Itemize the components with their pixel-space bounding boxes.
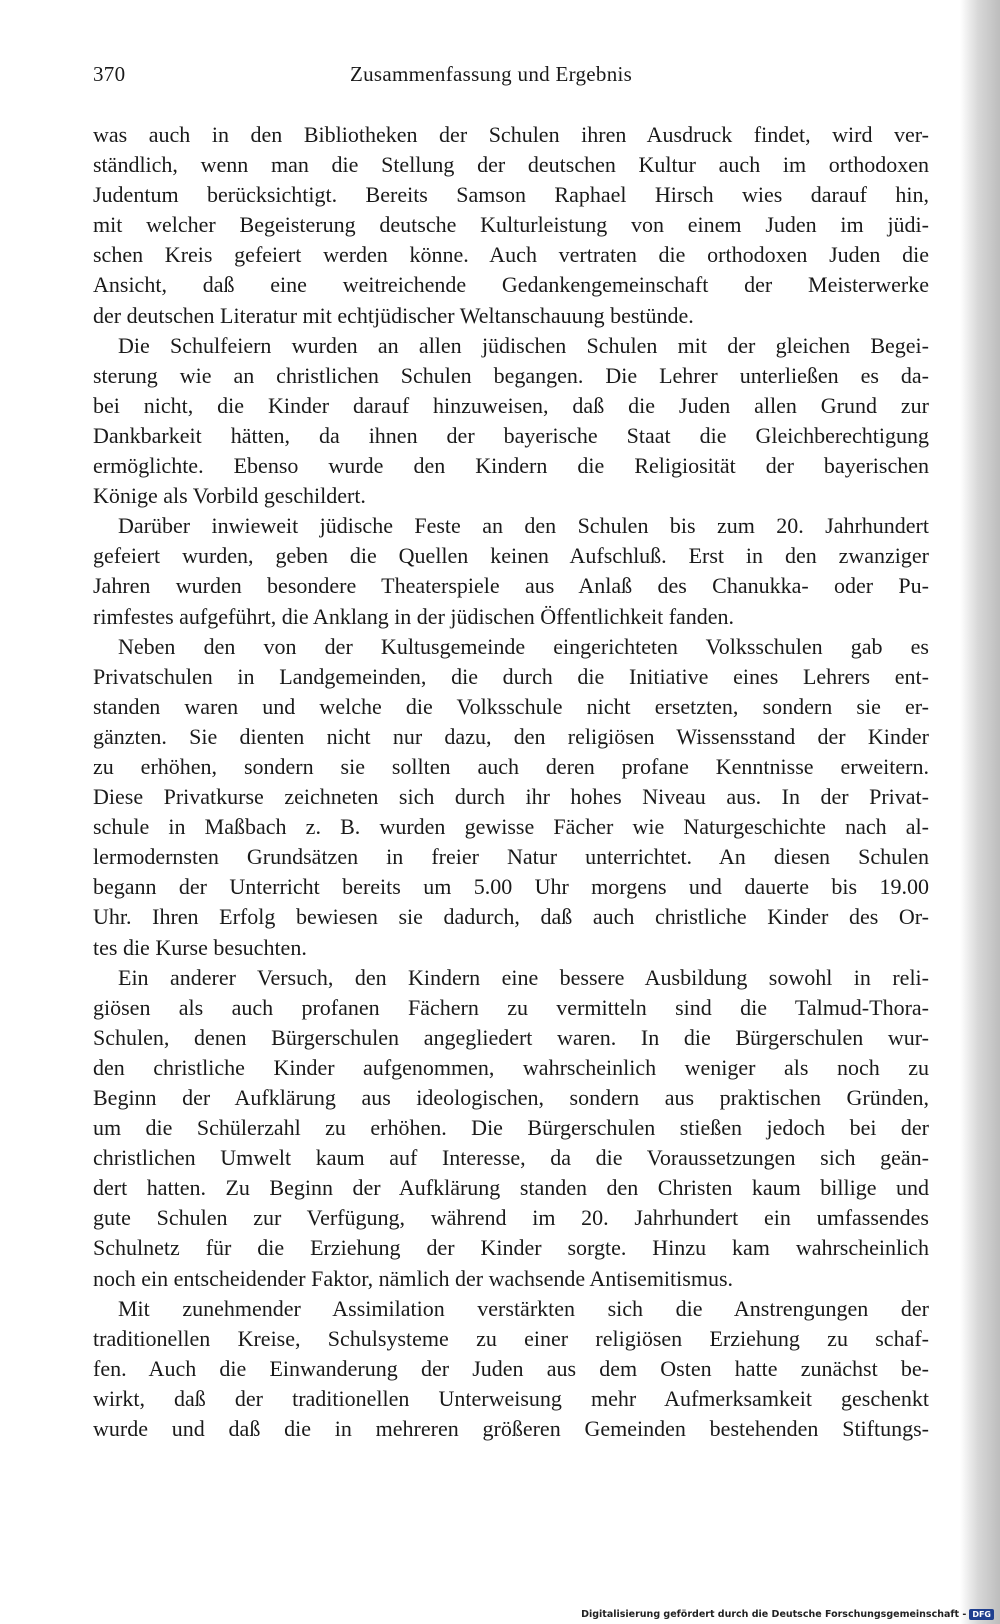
paragraph [93,1294,929,1444]
text-line: sterung wie an christlichen Schulen begangen. Die Lehrer unterließen es da- [93,362,929,388]
text-line: gänzten. Sie dienten nicht nur dazu, den religiösen Wissensstand der Kinder [93,723,929,749]
credit-text: Digitalisierung gefördert durch die Deutsche Forschungsgemeinschaft - [581,1609,967,1620]
paragraph [93,331,929,512]
text-line: gute Schulen zur Verfügung, während im 20. Jahrhundert ein umfassendes [93,1205,929,1231]
text-line: Ansicht, daß eine weitreichende Gedankengemeinschaft der Meisterwerke [93,272,929,298]
text-line: lermodernsten Grundsätzen in freier Natur unterrichtet. An diesen Schulen [93,844,929,870]
running-title: Zusammenfassung und Ergebnis [350,62,633,86]
text-line: Diese Privatkurse zeichneten sich durch ihr hohes Niveau aus. In der Privat- [93,784,929,810]
text-line: Mit zunehmender Assimilation verstärkten sich die Anstrengungen der [118,1295,929,1321]
text-line: der deutschen Literatur mit echtjüdischer Weltanschauung bestünde. [93,302,694,328]
text-line: wurde und daß die in mehreren größeren Gemeinden bestehenden Stiftungs- [93,1416,929,1442]
text-line: Beginn der Aufklärung aus ideologischen, sondern aus praktischen Gründen, [93,1085,929,1110]
text-line: standen waren und welche die Volksschule nicht ersetzten, sondern sie er- [93,693,929,719]
text-line: noch ein entscheidender Faktor, nämlich der wachsende Antisemitismus. [93,1265,734,1291]
text-line: Neben den von der Kultusgemeinde eingerichteten Volksschulen gab es [118,633,929,659]
text-line: ständlich, wenn man die Stellung der deutschen Kultur auch im orthodoxen [93,152,929,178]
text-line: gefeiert wurden, geben die Quellen keinen Aufschluß. Erst in den zwanziger [93,543,929,569]
page-header [93,62,873,92]
text-line: tes die Kurse besuchten. [93,934,307,960]
paragraph [93,511,929,631]
text-line: Darüber inwieweit jüdische Feste an den Schulen bis zum 20. Jahrhundert [118,513,929,539]
body-text [93,120,929,1444]
text-line: wirkt, daß der traditionellen Unterweisung mehr Aufmerksamkeit geschenkt [93,1385,929,1411]
text-line: Uhr. Ihren Erfolg bewiesen sie dadurch, daß auch christliche Kinder des Or- [93,904,929,930]
text-line: Könige als Vorbild geschildert. [93,483,366,509]
page-number: 370 [93,62,126,86]
text-line: Jahren wurden besondere Theaterspiele aus Anlaß des Chanukka- oder Pu- [93,573,929,599]
text-line: begann der Unterricht bereits um 5.00 Uhr morgens und dauerte bis 19.00 [93,874,929,900]
text-line: dert hatten. Zu Beginn der Aufklärung standen den Christen kaum billige und [93,1175,929,1201]
text-line: Privatschulen in Landgemeinden, die durch die Initiative eines Lehrers ent- [93,663,929,689]
text-line: Dankbarkeit hätten, da ihnen der bayerische Staat die Gleichberechtigung [93,422,929,448]
text-line: Die Schulfeiern wurden an allen jüdischen Schulen mit der gleichen Begei- [118,332,929,358]
text-line: schule in Maßbach z. B. wurden gewisse Fächer wie Naturgeschichte nach al- [93,814,929,840]
text-line: Ein anderer Versuch, den Kindern eine bessere Ausbildung sowohl in reli- [118,964,929,990]
text-line: zu erhöhen, sondern sie sollten auch deren profane Kenntnisse erweitern. [93,753,929,779]
text-line: was auch in den Bibliotheken der Schulen ihren Ausdruck findet, wird ver- [93,122,929,147]
text-line: christlichen Umwelt kaum auf Interesse, da die Voraussetzungen sich geän- [93,1145,929,1171]
text-line: den christliche Kinder aufgenommen, wahrscheinlich weniger als noch zu [93,1054,929,1080]
dfg-logo: DFG [969,1609,994,1620]
text-line: rimfestes aufgeführt, die Anklang in der jüdischen Öffentlichkeit fanden. [93,603,735,629]
text-line: um die Schülerzahl zu erhöhen. Die Bürgerschulen stießen jedoch bei der [93,1115,929,1141]
text-line: Schulnetz für die Erziehung der Kinder sorgte. Hinzu kam wahrscheinlich [93,1235,929,1261]
text-line: Judentum berücksichtigt. Bereits Samson Raphael Hirsch wies darauf hin, [93,182,929,208]
text-line: traditionellen Kreise, Schulsysteme zu einer religiösen Erziehung zu schaf- [93,1325,929,1351]
text-line: bei nicht, die Kinder darauf hinzuweisen, daß die Juden allen Grund zur [93,392,929,418]
paragraph [93,963,929,1294]
page-edge-shadow [960,0,1000,1624]
paragraph [93,632,929,963]
text-line: ermöglichte. Ebenso wurde den Kindern die Religiosität der bayerischen [93,453,929,479]
paragraph [93,120,929,331]
digitization-credit [581,1609,994,1620]
text-line: giösen als auch profanen Fächern zu vermitteln sind die Talmud-Thora- [93,994,929,1020]
text-line: schen Kreis gefeiert werden könne. Auch vertraten die orthodoxen Juden die [93,242,929,268]
text-line: mit welcher Begeisterung deutsche Kulturleistung von einem Juden im jüdi- [93,212,929,238]
text-line: Schulen, denen Bürgerschulen angegliedert waren. In die Bürgerschulen wur- [93,1024,929,1050]
text-line: fen. Auch die Einwanderung der Juden aus dem Osten hatte zunächst be- [93,1355,929,1381]
